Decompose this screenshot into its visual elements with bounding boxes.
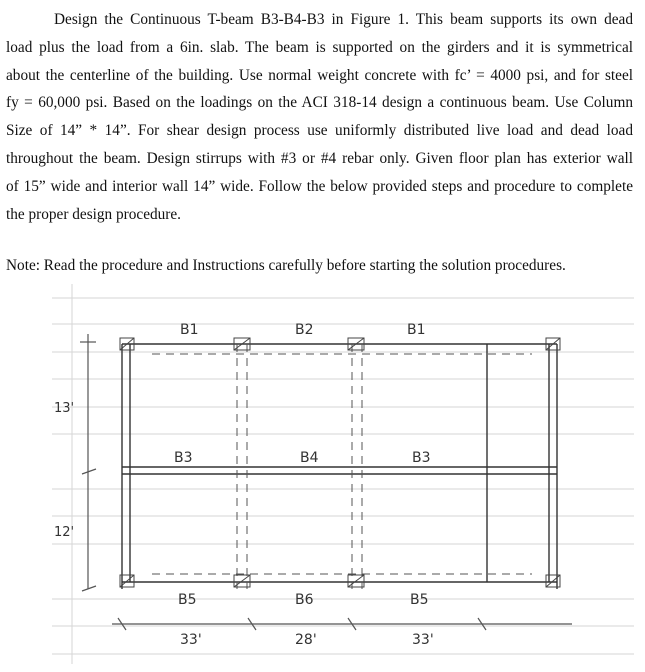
problem-statement: [6, 6, 633, 228]
bay-label: 13': [54, 401, 75, 416]
problem-line: the proper design procedure.: [6, 205, 181, 223]
problem-line: fy = 60,000 psi. Based on the loadings on the ACI 318-14 design a continuous beam. Use Column: [6, 94, 633, 112]
beam-label-top: B2: [295, 322, 314, 338]
span-label: 33': [180, 632, 202, 648]
beam-label-bottom: B5: [178, 592, 197, 608]
building-outline: [122, 344, 557, 589]
beam-label-mid: B3: [412, 450, 431, 466]
problem-line: of 15” wide and interior wall 14” wide. Follow the below provided steps and procedure to complete: [6, 177, 633, 195]
beam-label-bottom: B5: [410, 592, 429, 608]
beam-label-top: B1: [407, 322, 426, 338]
floor-plan-sketch: [52, 284, 634, 664]
beam-label-mid: B4: [300, 450, 319, 466]
span-label: 33': [412, 632, 434, 648]
beam-label-mid: B3: [174, 450, 193, 466]
beam-label-bottom: B6: [295, 592, 314, 608]
beam-label-top: B1: [180, 322, 199, 338]
problem-line: about the centerline of the building. Use normal weight concrete with fc’ = 4000 psi, and for steel: [6, 66, 633, 84]
problem-line: Design the Continuous T-beam B3-B4-B3 in Figure 1. This beam supports its own dead: [54, 11, 633, 28]
left-dimension-line: [80, 334, 96, 591]
problem-line: Size of 14” * 14”. For shear design process use uniformly distributed live load and dead load: [6, 122, 633, 140]
span-label: 28': [295, 632, 317, 648]
bottom-dimension-line: [112, 618, 572, 630]
bay-label: 12': [54, 525, 75, 540]
problem-line: load plus the load from a 6in. slab. The beam is supported on the girders and it is symmetrical: [6, 38, 633, 56]
procedure-note: Note: Read the procedure and Instructions carefully before starting the solution procedures.: [6, 257, 566, 274]
problem-line: throughout the beam. Design stirrups with #3 or #4 rebar only. Given floor plan has exterior wall: [6, 149, 633, 167]
